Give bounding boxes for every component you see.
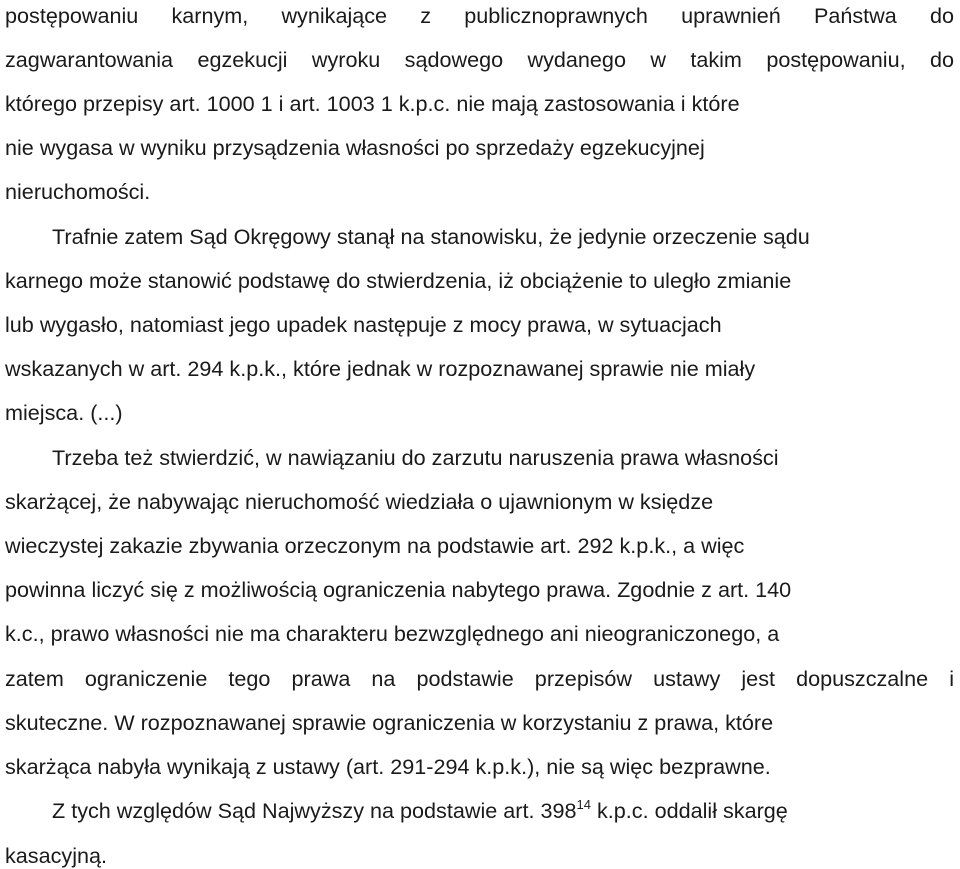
text-line: miejsca. (...): [5, 400, 123, 425]
text-line: powinna liczyć się z możliwością ograniczenia nabytego prawa. Zgodnie z art. 140: [5, 577, 792, 602]
paragraph-first-line: Trafnie zatem Sąd Okręgowy stanął na stanowisku, że jedynie orzeczenie sądu: [52, 224, 810, 249]
text-line: zatem ograniczenie tego prawa na podstawie przepisów ustawy jest dopuszczalne i: [5, 666, 954, 691]
paragraph-first-line: [52, 797, 788, 823]
text-line: skarżącej, że nabywając nieruchomość wiedziała o ujawnionym w księdze: [5, 489, 714, 514]
text-span: k.p.c. oddalił skargę: [590, 798, 788, 823]
text-line: nie wygasa w wyniku przysądzenia własności po sprzedaży egzekucyjnej: [5, 135, 705, 160]
text-line: zagwarantowania egzekucji wyroku sądowego wydanego w takim postępowaniu, do: [5, 47, 954, 72]
text-line: postępowaniu karnym, wynikające z publicznoprawnych uprawnień Państwa do: [5, 3, 954, 28]
text-line: lub wygasło, natomiast jego upadek następuje z mocy prawa, w sytuacjach: [5, 312, 722, 337]
text-line: kasacyjną.: [5, 843, 108, 868]
text-line: k.c., prawo własności nie ma charakteru bezwzględnego ani nieograniczonego, a: [5, 621, 780, 646]
superscript: 14: [576, 797, 591, 812]
text-line: karnego może stanowić podstawę do stwierdzenia, iż obciążenie to uległo zmianie: [5, 268, 792, 293]
text-line: wieczystej zakazie zbywania orzeczonym na podstawie art. 292 k.p.k., a więc: [5, 533, 745, 558]
paragraph-first-line: Trzeba też stwierdzić, w nawiązaniu do zarzutu naruszenia prawa własności: [52, 445, 779, 470]
text-line: wskazanych w art. 294 k.p.k., które jednak w rozpoznawanej sprawie nie miały: [5, 356, 756, 381]
text-line: skarżąca nabyła wynikają z ustawy (art. 291-294 k.p.k.), nie są więc bezprawne.: [5, 754, 771, 779]
text-span: Z tych względów Sąd Najwyższy na podstawie art. 398: [52, 798, 577, 823]
text-line: skuteczne. W rozpoznawanej sprawie ograniczenia w korzystaniu z prawa, które: [5, 710, 774, 735]
text-line: którego przepisy art. 1000 1 i art. 1003 1 k.p.c. nie mają zastosowania i które: [5, 91, 740, 116]
text-line: nieruchomości.: [5, 179, 151, 204]
